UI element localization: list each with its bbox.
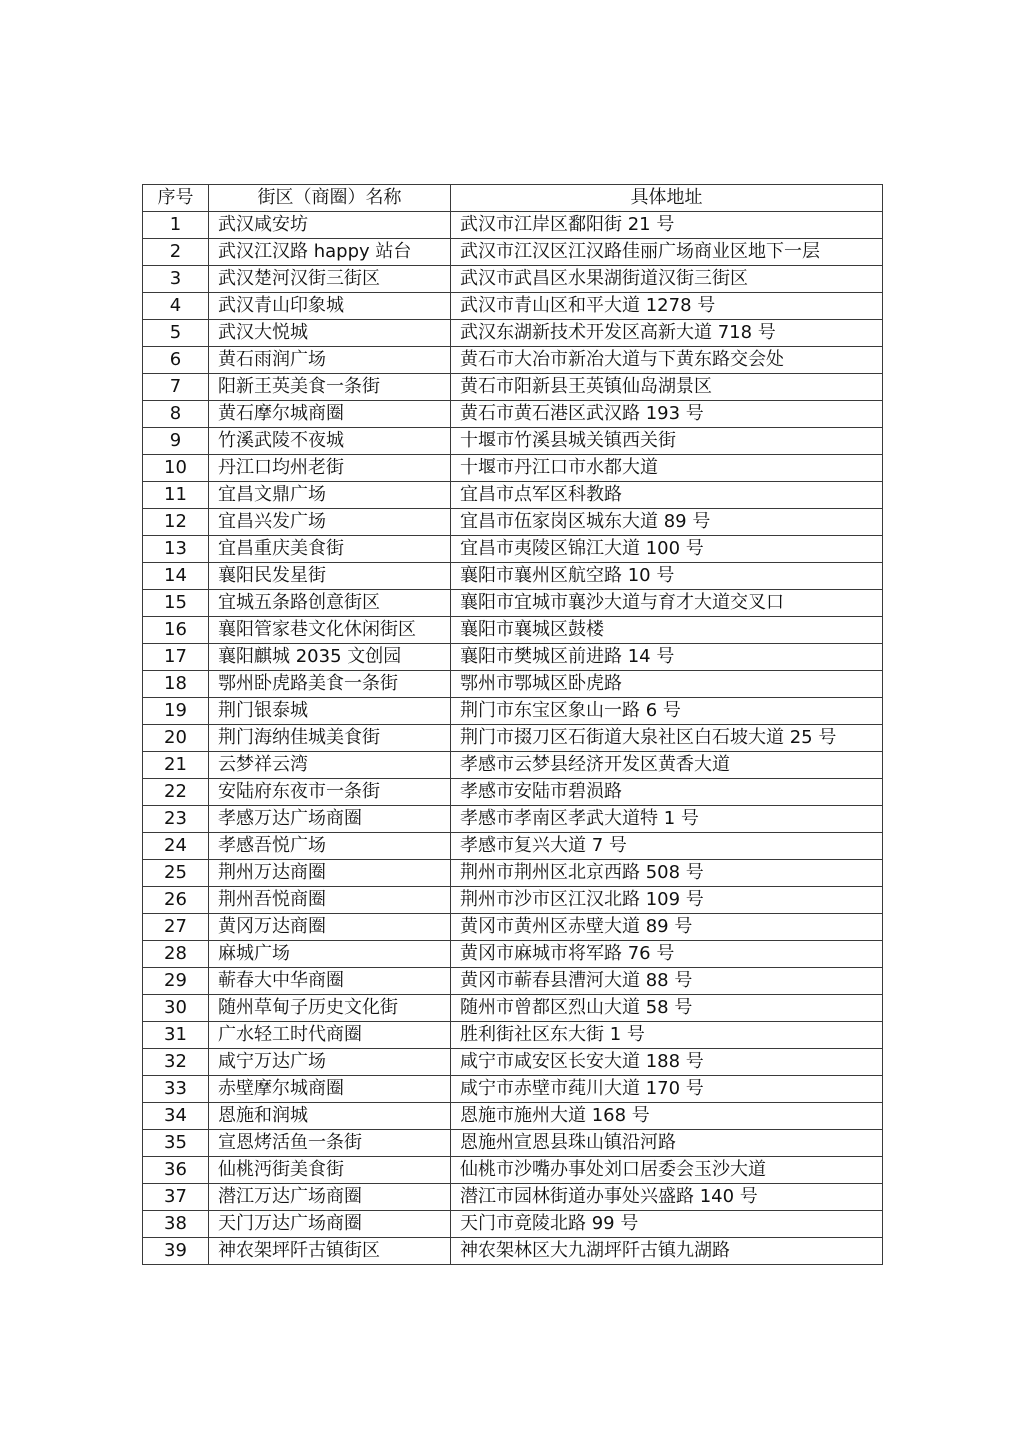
row-index: 11 [143,482,209,509]
district-name: 襄阳麒城 2035 文创园 [209,644,451,671]
district-name: 广水轻工时代商圈 [209,1022,451,1049]
table-row [143,860,883,887]
district-address: 襄阳市宜城市襄沙大道与育才大道交叉口 [451,590,883,617]
district-address: 荆门市掇刀区石街道大泉社区白石坡大道 25 号 [451,725,883,752]
header-address: 具体地址 [451,185,883,212]
district-address: 咸宁市赤壁市莼川大道 170 号 [451,1076,883,1103]
district-address: 荆州市沙市区江汉北路 109 号 [451,887,883,914]
district-name: 宜昌文鼎广场 [209,482,451,509]
district-address: 十堰市竹溪县城关镇西关街 [451,428,883,455]
row-index: 32 [143,1049,209,1076]
district-address: 黄冈市蕲春县漕河大道 88 号 [451,968,883,995]
district-address: 孝感市复兴大道 7 号 [451,833,883,860]
district-address: 神农架林区大九湖坪阡古镇九湖路 [451,1238,883,1265]
table-row [143,212,883,239]
row-index: 1 [143,212,209,239]
table-row [143,833,883,860]
district-address: 恩施州宣恩县珠山镇沿河路 [451,1130,883,1157]
district-name: 蕲春大中华商圈 [209,968,451,995]
table-row [143,590,883,617]
table-row [143,914,883,941]
district-name: 麻城广场 [209,941,451,968]
table-row [143,1022,883,1049]
district-name: 孝感吾悦广场 [209,833,451,860]
district-name: 宜城五条路创意街区 [209,590,451,617]
district-name: 荆州吾悦商圈 [209,887,451,914]
table-row [143,482,883,509]
table-row [143,1130,883,1157]
row-index: 33 [143,1076,209,1103]
row-index: 7 [143,374,209,401]
header-index: 序号 [143,185,209,212]
district-address: 宜昌市点军区科教路 [451,482,883,509]
district-address: 武汉东湖新技术开发区高新大道 718 号 [451,320,883,347]
table-row [143,725,883,752]
district-name: 黄冈万达商圈 [209,914,451,941]
district-name: 随州草甸子历史文化街 [209,995,451,1022]
table-row [143,347,883,374]
district-address: 十堰市丹江口市水都大道 [451,455,883,482]
row-index: 38 [143,1211,209,1238]
table-row [143,1211,883,1238]
district-address: 孝感市孝南区孝武大道特 1 号 [451,806,883,833]
district-address: 孝感市安陆市碧涢路 [451,779,883,806]
table-header-row [143,185,883,212]
table-row [143,644,883,671]
row-index: 19 [143,698,209,725]
row-index: 5 [143,320,209,347]
row-index: 30 [143,995,209,1022]
district-address: 襄阳市襄州区航空路 10 号 [451,563,883,590]
header-district-name: 街区（商圈）名称 [209,185,451,212]
district-name: 宣恩烤活鱼一条街 [209,1130,451,1157]
district-address: 襄阳市樊城区前进路 14 号 [451,644,883,671]
district-name: 武汉楚河汉街三街区 [209,266,451,293]
district-table [142,184,883,1265]
district-name: 咸宁万达广场 [209,1049,451,1076]
row-index: 2 [143,239,209,266]
table-row [143,1049,883,1076]
district-name: 宜昌重庆美食街 [209,536,451,563]
district-address: 荆州市荆州区北京西路 508 号 [451,860,883,887]
district-name: 恩施和润城 [209,1103,451,1130]
row-index: 25 [143,860,209,887]
table-row [143,428,883,455]
row-index: 39 [143,1238,209,1265]
row-index: 15 [143,590,209,617]
district-name: 阳新王英美食一条街 [209,374,451,401]
district-address: 武汉市江汉区江汉路佳丽广场商业区地下一层 [451,239,883,266]
district-address: 黄石市阳新县王英镇仙岛湖景区 [451,374,883,401]
district-name: 天门万达广场商圈 [209,1211,451,1238]
district-address: 宜昌市伍家岗区城东大道 89 号 [451,509,883,536]
row-index: 12 [143,509,209,536]
row-index: 4 [143,293,209,320]
row-index: 10 [143,455,209,482]
table-row [143,293,883,320]
table-row [143,698,883,725]
district-address: 鄂州市鄂城区卧虎路 [451,671,883,698]
table-row [143,1076,883,1103]
district-table-container [142,184,883,1265]
table-row [143,806,883,833]
row-index: 22 [143,779,209,806]
district-name: 武汉青山印象城 [209,293,451,320]
district-name: 荆门海纳佳城美食街 [209,725,451,752]
district-name: 武汉大悦城 [209,320,451,347]
table-row [143,968,883,995]
table-row [143,239,883,266]
row-index: 16 [143,617,209,644]
district-address: 仙桃市沙嘴办事处刘口居委会玉沙大道 [451,1157,883,1184]
district-name: 武汉江汉路 happy 站台 [209,239,451,266]
district-address: 潜江市园林街道办事处兴盛路 140 号 [451,1184,883,1211]
district-name: 黄石雨润广场 [209,347,451,374]
district-address: 黄冈市麻城市将军路 76 号 [451,941,883,968]
row-index: 18 [143,671,209,698]
district-address: 襄阳市襄城区鼓楼 [451,617,883,644]
district-name: 襄阳民发星街 [209,563,451,590]
row-index: 3 [143,266,209,293]
row-index: 14 [143,563,209,590]
table-row [143,401,883,428]
row-index: 28 [143,941,209,968]
district-address: 黄冈市黄州区赤壁大道 89 号 [451,914,883,941]
table-row [143,563,883,590]
table-row [143,1157,883,1184]
district-address: 黄石市大冶市新冶大道与下黄东路交会处 [451,347,883,374]
row-index: 36 [143,1157,209,1184]
district-address: 武汉市江岸区鄱阳街 21 号 [451,212,883,239]
district-name: 鄂州卧虎路美食一条街 [209,671,451,698]
table-row [143,536,883,563]
table-row [143,779,883,806]
table-row [143,887,883,914]
table-row [143,617,883,644]
district-address: 恩施市施州大道 168 号 [451,1103,883,1130]
row-index: 27 [143,914,209,941]
district-address: 武汉市武昌区水果湖街道汉街三街区 [451,266,883,293]
row-index: 13 [143,536,209,563]
district-address: 荆门市东宝区象山一路 6 号 [451,698,883,725]
table-body [143,212,883,1265]
district-name: 潜江万达广场商圈 [209,1184,451,1211]
district-name: 竹溪武陵不夜城 [209,428,451,455]
row-index: 34 [143,1103,209,1130]
row-index: 17 [143,644,209,671]
table-row [143,1103,883,1130]
table-row [143,509,883,536]
row-index: 9 [143,428,209,455]
district-name: 黄石摩尔城商圈 [209,401,451,428]
district-address: 胜利街社区东大街 1 号 [451,1022,883,1049]
district-name: 武汉咸安坊 [209,212,451,239]
district-address: 随州市曾都区烈山大道 58 号 [451,995,883,1022]
table-row [143,752,883,779]
table-row [143,1184,883,1211]
table-row [143,320,883,347]
row-index: 23 [143,806,209,833]
district-name: 襄阳管家巷文化休闲街区 [209,617,451,644]
row-index: 37 [143,1184,209,1211]
row-index: 29 [143,968,209,995]
district-name: 孝感万达广场商圈 [209,806,451,833]
row-index: 20 [143,725,209,752]
table-row [143,995,883,1022]
table-row [143,374,883,401]
district-name: 神农架坪阡古镇街区 [209,1238,451,1265]
district-name: 宜昌兴发广场 [209,509,451,536]
district-address: 咸宁市咸安区长安大道 188 号 [451,1049,883,1076]
district-address: 天门市竟陵北路 99 号 [451,1211,883,1238]
district-name: 荆州万达商圈 [209,860,451,887]
table-row [143,266,883,293]
district-name: 云梦祥云湾 [209,752,451,779]
district-name: 丹江口均州老街 [209,455,451,482]
row-index: 21 [143,752,209,779]
district-address: 武汉市青山区和平大道 1278 号 [451,293,883,320]
district-address: 黄石市黄石港区武汉路 193 号 [451,401,883,428]
table-row [143,1238,883,1265]
district-name: 荆门银泰城 [209,698,451,725]
district-name: 安陆府东夜市一条街 [209,779,451,806]
district-name: 赤壁摩尔城商圈 [209,1076,451,1103]
district-address: 宜昌市夷陵区锦江大道 100 号 [451,536,883,563]
row-index: 24 [143,833,209,860]
row-index: 26 [143,887,209,914]
district-name: 仙桃沔街美食街 [209,1157,451,1184]
row-index: 6 [143,347,209,374]
district-address: 孝感市云梦县经济开发区黄香大道 [451,752,883,779]
row-index: 31 [143,1022,209,1049]
table-row [143,455,883,482]
table-row [143,671,883,698]
row-index: 35 [143,1130,209,1157]
table-row [143,941,883,968]
row-index: 8 [143,401,209,428]
